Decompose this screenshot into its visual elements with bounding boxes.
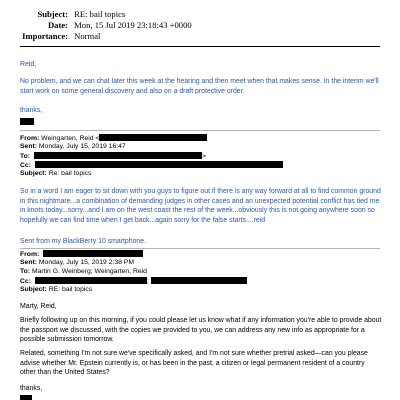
- message2-subject-value: Re: bail topics: [48, 170, 92, 177]
- message3-para1: Briefly following up on this morning, if you could please let us know what if any information you're able to provide about the passport we discussed, with the copies we provided to you, we can address any new info as appropriate for a possible submission tomorrow.: [20, 317, 382, 344]
- message2-sent-value: Monday, July 15, 2019 16:47: [38, 143, 126, 150]
- message2-to-label: To:: [20, 153, 31, 160]
- message3-greeting: Marty, Reid,: [20, 303, 57, 310]
- message3-sent-label: Sent:: [20, 259, 37, 266]
- message2-subject-row: [20, 170, 91, 179]
- message3-from-label: From:: [20, 251, 40, 258]
- redaction-cc-3a: [35, 277, 147, 284]
- message3-para2: Related, something I'm not sure we've specifically asked, and I'm not sure whether pretrial asked—can you please advise whether Mr. Epstein currently is, or has been in the past, a citizen or legal permanent resident of a country other than the United States?: [20, 350, 368, 377]
- message2-sent-row: [20, 143, 126, 152]
- redaction-to: [34, 152, 202, 159]
- message2-sent-label: Sent:: [20, 143, 37, 150]
- message3-to-value: Martin G. Weinberg; Weingarten, Reid: [31, 268, 147, 275]
- top-importance-row: [12, 31, 100, 41]
- message2-subject-label: Subject:: [20, 170, 47, 177]
- message3-subject-row: [20, 286, 92, 295]
- top-date-row: [12, 20, 192, 30]
- message2-signature: Sent from my BlackBerry 10 smartphone.: [20, 238, 146, 245]
- redaction-signature-3: [20, 395, 32, 400]
- message2-to-suffix: >: [201, 153, 206, 160]
- top-date-label: Date:: [47, 20, 68, 30]
- message3-to-label: To:: [20, 268, 31, 275]
- message3-cc-separator: ;: [146, 278, 149, 285]
- header-divider: [20, 46, 380, 47]
- message3-signoff: thanks,: [20, 385, 43, 392]
- message1-body: No problem, and we can chat later this week at the hearing and then meet when that makes sense. In the interim we'll start work on some general discovery and also on a draft protective order.: [20, 78, 379, 95]
- top-subject-row: [12, 9, 125, 19]
- message3-subject-value: RE: bail topics: [48, 286, 93, 293]
- message1-signoff: thanks,: [20, 107, 43, 114]
- top-subject-label: Subject:: [37, 9, 68, 19]
- message1-greeting: Reid,: [20, 61, 37, 68]
- message3-to-row: [20, 268, 147, 277]
- message3-subject-label: Subject:: [20, 286, 47, 293]
- top-importance-label: Importance:: [22, 31, 68, 41]
- message2-body: So in a word I am eager to sit down with you guys to figure out if there is any way forward at all to find common ground in this nightmare...a combination of demanding judges in other cases and an unexpected potential conflict has tied me in knots today...sorry...and I am on the west coast the rest of the week...obviously this is not going anywhere soon so hopefully we can find time when I get back...again sorry for the false starts....reid: [20, 188, 381, 224]
- redaction-from-3: [43, 250, 143, 257]
- redaction-signature-1: [20, 118, 34, 125]
- message2-from-label: From:: [20, 135, 40, 142]
- message2-cc-label: Cc:: [20, 162, 31, 169]
- divider-message3: [20, 248, 380, 249]
- top-subject-value: RE: bail topics: [74, 9, 126, 19]
- redaction-cc-3b: [151, 277, 247, 284]
- top-date-value: Mon, 15 Jul 2019 23:18:43 +0000: [74, 20, 192, 30]
- message2-from-value: Weingarten, Reid <: [41, 135, 100, 142]
- divider-message2: [20, 130, 380, 131]
- redaction-from-email: [99, 134, 207, 141]
- message3-sent-value: Monday, July 15, 2019 2:38 PM: [38, 259, 134, 266]
- redaction-cc: [35, 161, 283, 168]
- message3-cc-label: Cc:: [20, 278, 31, 285]
- message3-sent-row: [20, 259, 134, 268]
- top-importance-value: Normal: [74, 31, 101, 41]
